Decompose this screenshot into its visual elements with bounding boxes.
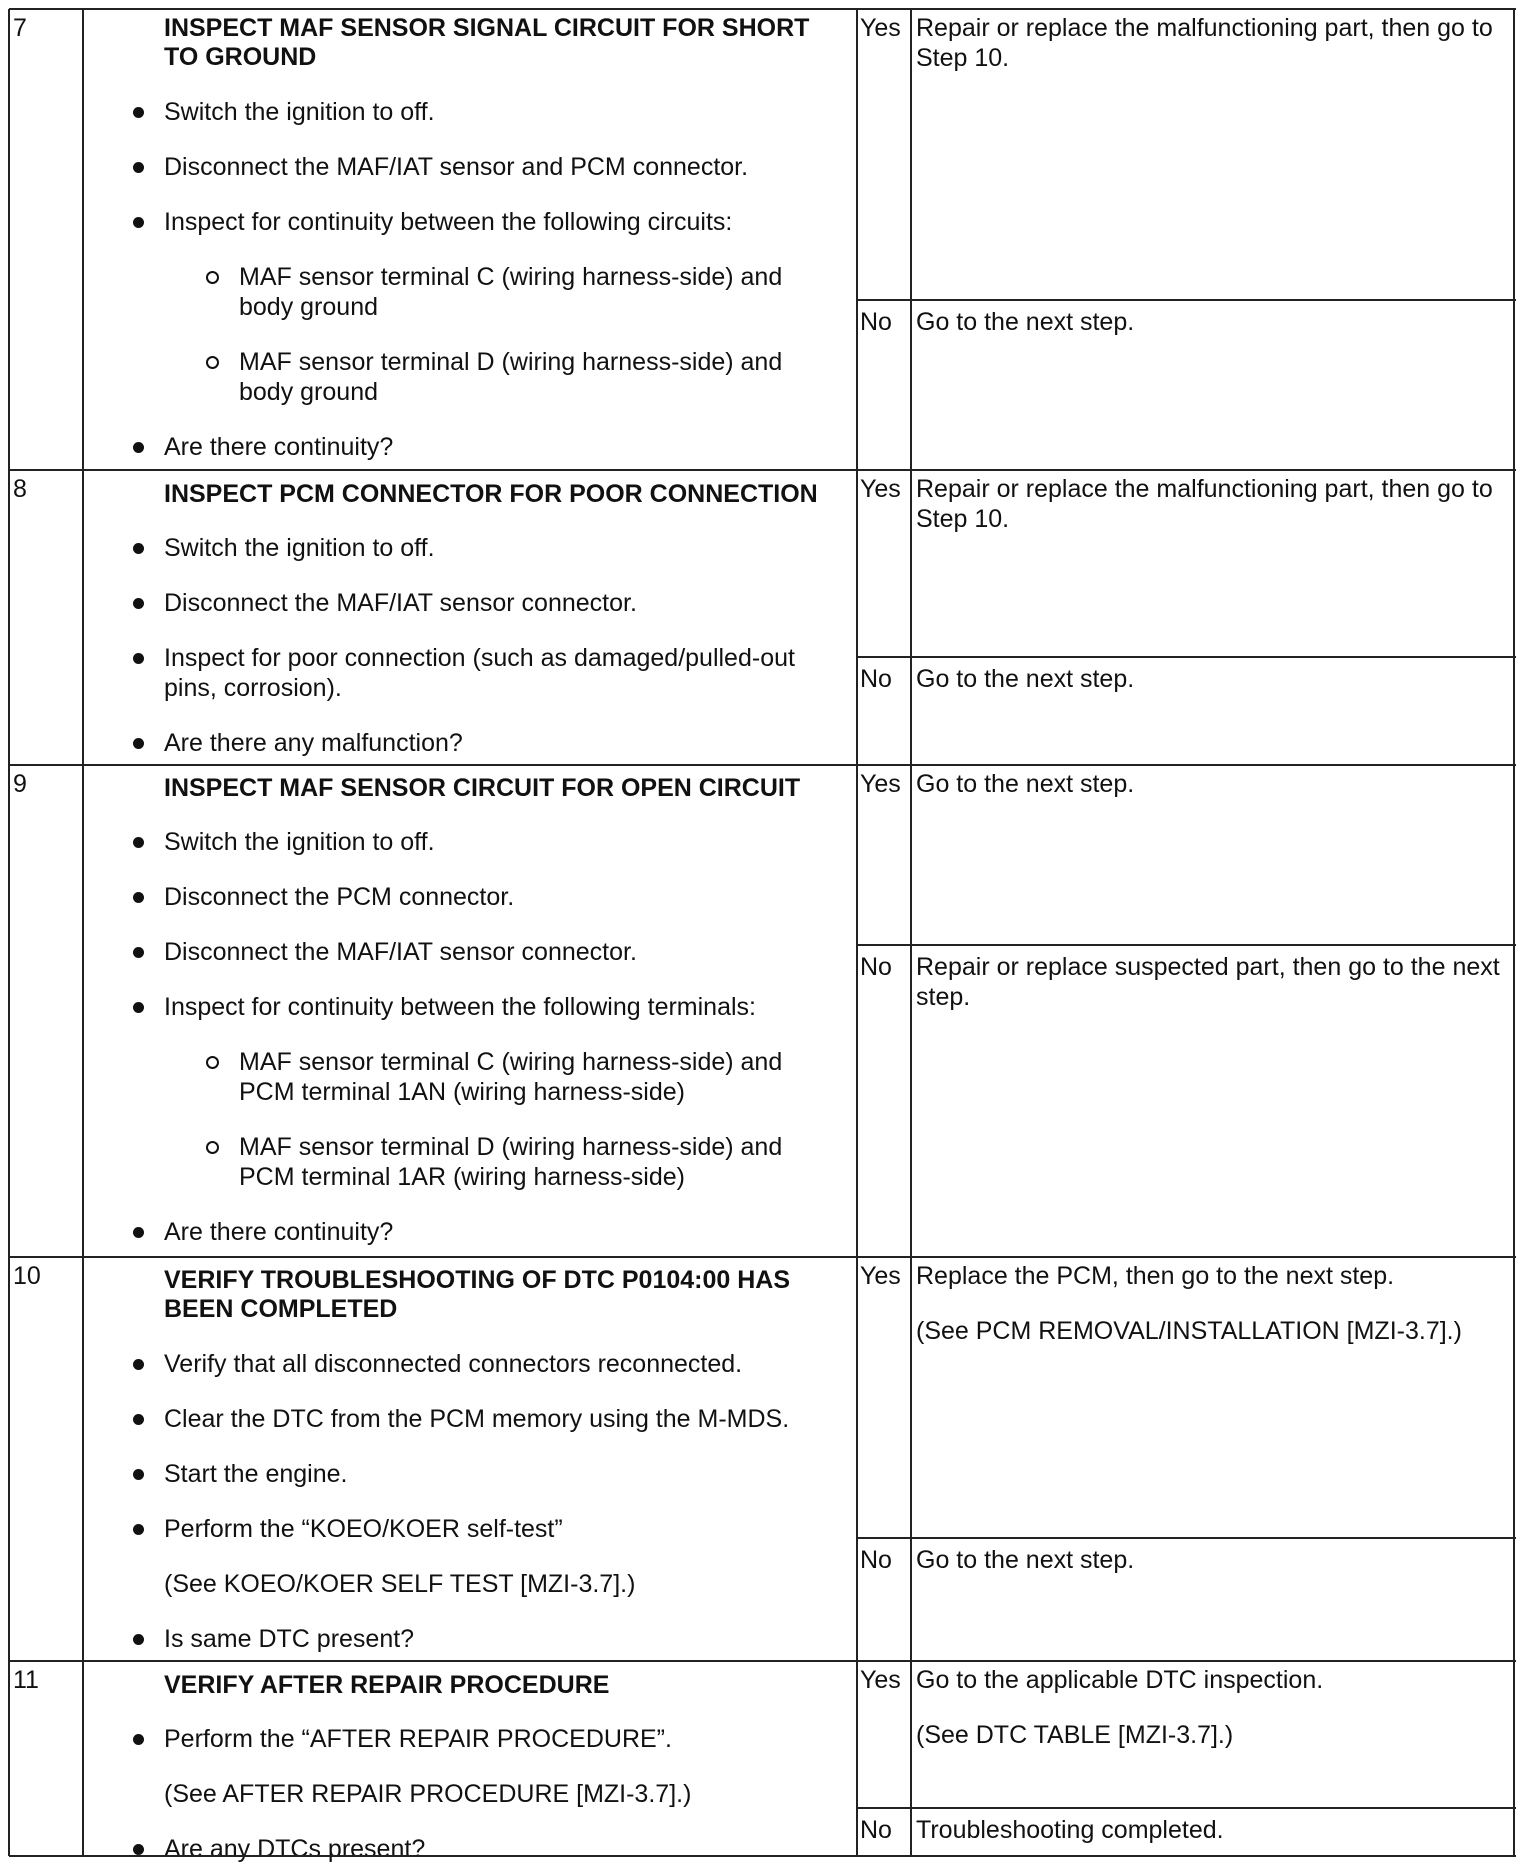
step-item-text: MAF sensor terminal C (wiring harness-side) and xyxy=(239,1048,783,1076)
bullet-icon xyxy=(133,1227,144,1238)
yes-action-text: Step 10. xyxy=(916,44,1010,72)
action-column-divider xyxy=(856,9,858,1856)
bullet-icon xyxy=(133,653,144,664)
yes-action-text: Repair or replace the malfunctioning part, then go to xyxy=(916,475,1493,503)
no-label: No xyxy=(860,308,892,336)
bullet-icon xyxy=(133,1469,144,1480)
step-number: 7 xyxy=(13,14,27,42)
step-item-text: Switch the ignition to off. xyxy=(164,828,435,856)
step-item-text: body ground xyxy=(239,293,379,321)
step-item-text: Inspect for continuity between the following terminals: xyxy=(164,993,756,1021)
reference-note: (See AFTER REPAIR PROCEDURE [MZI-3.7].) xyxy=(164,1780,692,1808)
step-title: BEEN COMPLETED xyxy=(164,1295,398,1323)
yes-action-text: (See DTC TABLE [MZI-3.7].) xyxy=(916,1721,1234,1749)
yes-label: Yes xyxy=(860,770,901,798)
no-action-text: Repair or replace suspected part, then go to the next xyxy=(916,953,1500,981)
row-border xyxy=(9,469,1516,471)
bullet-icon xyxy=(133,837,144,848)
step-item-text: Disconnect the PCM connector. xyxy=(164,883,515,911)
row-border xyxy=(9,1256,1516,1258)
row-border xyxy=(9,1660,1516,1662)
no-label: No xyxy=(860,665,892,693)
step-number: 8 xyxy=(13,475,27,503)
step-item-text: Inspect for poor connection (such as damaged/pulled-out xyxy=(164,644,795,672)
no-action-text: Troubleshooting completed. xyxy=(916,1816,1224,1844)
sub-bullet-icon xyxy=(206,356,219,369)
step-item-text: Inspect for continuity between the following circuits: xyxy=(164,208,733,236)
table-right-border xyxy=(1513,9,1515,1856)
step-item-text: Perform the “KOEO/KOER self-test” xyxy=(164,1515,563,1543)
yes-no-divider xyxy=(857,1807,1516,1809)
sub-bullet-icon xyxy=(206,1141,219,1154)
bullet-icon xyxy=(133,738,144,749)
yes-no-divider xyxy=(857,944,1516,946)
bullet-icon xyxy=(133,1359,144,1370)
step-number: 11 xyxy=(13,1666,39,1694)
no-action-text: Go to the next step. xyxy=(916,665,1135,693)
step-item-text: MAF sensor terminal C (wiring harness-side) and xyxy=(239,263,783,291)
bullet-icon xyxy=(133,543,144,554)
bullet-icon xyxy=(133,892,144,903)
step-item-text: PCM terminal 1AR (wiring harness-side) xyxy=(239,1163,685,1191)
yes-label: Yes xyxy=(860,475,901,503)
reference-note: (See KOEO/KOER SELF TEST [MZI-3.7].) xyxy=(164,1570,636,1598)
table-left-border xyxy=(8,9,10,1856)
step-item-text: Are there continuity? xyxy=(164,433,394,461)
sub-bullet-icon xyxy=(206,1056,219,1069)
step-item-text: Are any DTCs present? xyxy=(164,1835,426,1863)
step-title: INSPECT MAF SENSOR CIRCUIT FOR OPEN CIRCUIT xyxy=(164,774,801,802)
yes-label: Yes xyxy=(860,1262,901,1290)
yes-label: Yes xyxy=(860,1666,901,1694)
step-item-text: Is same DTC present? xyxy=(164,1625,415,1653)
yes-action-text: Replace the PCM, then go to the next step. xyxy=(916,1262,1395,1290)
yes-action-text: (See PCM REMOVAL/INSTALLATION [MZI-3.7].) xyxy=(916,1317,1462,1345)
bullet-icon xyxy=(133,1844,144,1855)
step-title: INSPECT PCM CONNECTOR FOR POOR CONNECTION xyxy=(164,480,818,508)
yes-action-text: Go to the next step. xyxy=(916,770,1135,798)
no-action-text: step. xyxy=(916,983,971,1011)
step-item-text: Clear the DTC from the PCM memory using the M-MDS. xyxy=(164,1405,790,1433)
no-action-text: Go to the next step. xyxy=(916,308,1135,336)
yes-action-text: Go to the applicable DTC inspection. xyxy=(916,1666,1324,1694)
yes-no-divider xyxy=(857,299,1516,301)
no-label: No xyxy=(860,953,892,981)
bullet-icon xyxy=(133,1002,144,1013)
step-item-text: Disconnect the MAF/IAT sensor connector. xyxy=(164,938,637,966)
step-title: VERIFY AFTER REPAIR PROCEDURE xyxy=(164,1671,610,1699)
step-item-text: Start the engine. xyxy=(164,1460,348,1488)
no-action-text: Go to the next step. xyxy=(916,1546,1135,1574)
bullet-icon xyxy=(133,1634,144,1645)
step-item-text: body ground xyxy=(239,378,379,406)
step-item-text: Perform the “AFTER REPAIR PROCEDURE”. xyxy=(164,1725,672,1753)
sub-bullet-icon xyxy=(206,271,219,284)
no-label: No xyxy=(860,1546,892,1574)
step-item-text: Verify that all disconnected connectors reconnected. xyxy=(164,1350,743,1378)
step-title: INSPECT MAF SENSOR SIGNAL CIRCUIT FOR SHORT xyxy=(164,14,810,42)
step-item-text: Disconnect the MAF/IAT sensor connector. xyxy=(164,589,637,617)
yes-no-divider xyxy=(857,656,1516,658)
bullet-icon xyxy=(133,162,144,173)
step-number: 10 xyxy=(13,1262,41,1290)
row-border xyxy=(9,764,1516,766)
step-item-text: Are there any malfunction? xyxy=(164,729,463,757)
step-number: 9 xyxy=(13,770,27,798)
step-item-text: MAF sensor terminal D (wiring harness-side) and xyxy=(239,348,783,376)
yes-no-divider xyxy=(857,1537,1516,1539)
step-column-divider xyxy=(82,9,84,1856)
step-item-text: Disconnect the MAF/IAT sensor and PCM connector. xyxy=(164,153,749,181)
step-item-text: Switch the ignition to off. xyxy=(164,534,435,562)
bullet-icon xyxy=(133,217,144,228)
no-label: No xyxy=(860,1816,892,1844)
bullet-icon xyxy=(133,107,144,118)
bullet-icon xyxy=(133,947,144,958)
yes-action-text: Step 10. xyxy=(916,505,1010,533)
step-title: TO GROUND xyxy=(164,43,317,71)
result-column-divider xyxy=(910,9,912,1856)
bullet-icon xyxy=(133,598,144,609)
yes-label: Yes xyxy=(860,14,901,42)
step-item-text: Switch the ignition to off. xyxy=(164,98,435,126)
step-title: VERIFY TROUBLESHOOTING OF DTC P0104:00 HAS xyxy=(164,1266,791,1294)
step-item-text: Are there continuity? xyxy=(164,1218,394,1246)
row-border xyxy=(9,8,1516,10)
bullet-icon xyxy=(133,1734,144,1745)
bullet-icon xyxy=(133,1524,144,1535)
table-bottom-border xyxy=(9,1855,1516,1857)
step-item-text: PCM terminal 1AN (wiring harness-side) xyxy=(239,1078,685,1106)
bullet-icon xyxy=(133,1414,144,1425)
yes-action-text: Repair or replace the malfunctioning part, then go to xyxy=(916,14,1493,42)
bullet-icon xyxy=(133,442,144,453)
step-item-text: pins, corrosion). xyxy=(164,674,342,702)
step-item-text: MAF sensor terminal D (wiring harness-side) and xyxy=(239,1133,783,1161)
